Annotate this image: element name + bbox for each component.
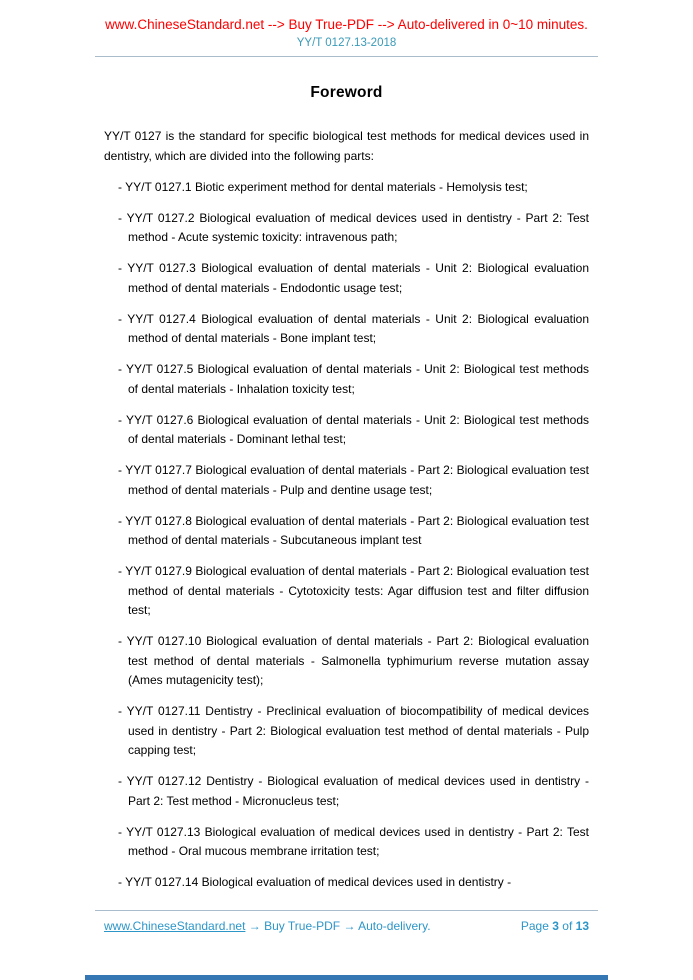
standard-part-item: - YY/T 0127.1 Biotic experiment method for dental materials - Hemolysis test; [118, 179, 528, 194]
standard-part-item: - YY/T 0127.4 Biological evaluation of dental materials - Unit 2: Biological evaluation method of dental materials - Bone implant test; [118, 311, 589, 345]
standard-part-item: - YY/T 0127.11 Dentistry - Preclinical evaluation of biocompatibility of medical devices used in dentistry - Part 2: Biological evaluation test method of dental materials - Pulp capping test; [118, 704, 589, 757]
footer-site-link[interactable]: www.ChineseStandard.net [104, 919, 246, 933]
footer-promo [104, 919, 431, 933]
standard-part-item: - YY/T 0127.3 Biological evaluation of dental materials - Unit 2: Biological evaluation method of dental materials - Endodontic usage test; [118, 261, 589, 295]
standard-part-item: - YY/T 0127.9 Biological evaluation of dental materials - Part 2: Biological evaluation test method of dental materials - Cytotoxicity tests: Agar diffusion test and filter diffusion test; [118, 564, 589, 617]
footer-divider [95, 910, 598, 911]
standard-part-item: - YY/T 0127.10 Biological evaluation of dental materials - Part 2: Biological evaluation test method of dental materials - Salmonella typhimurium reverse mutation assay (Ames mutagenicity test); [118, 634, 589, 687]
standard-part-item: - YY/T 0127.14 Biological evaluation of medical devices used in dentistry - [118, 875, 512, 889]
standard-part-item: - YY/T 0127.2 Biological evaluation of medical devices used in dentistry - Part 2: Test method - Acute systemic toxicity: intravenous path; [118, 210, 589, 244]
document-body [104, 127, 589, 893]
standard-parts-list [104, 178, 589, 893]
page-label: Page [520, 919, 549, 933]
page-footer [0, 910, 693, 933]
standard-part-item: - YY/T 0127.12 Dentistry - Biological evaluation of medical devices used in dentistry - Part 2: Test method - Micronucleus test; [118, 774, 589, 808]
intro-paragraph: YY/T 0127 is the standard for specific biological test methods for medical devices used in dentistry, which are divided into the following parts: [104, 129, 589, 163]
of-label: of [562, 919, 573, 933]
page-number: 3 [552, 919, 559, 933]
standard-part-item: - YY/T 0127.5 Biological evaluation of dental materials - Unit 2: Biological test methods of dental materials - Inhalation toxicity test; [118, 362, 589, 396]
total-pages: 13 [575, 919, 589, 933]
header-divider [95, 56, 598, 57]
page-indicator [521, 919, 589, 933]
standard-part-item: - YY/T 0127.6 Biological evaluation of dental materials - Unit 2: Biological test methods of dental materials - Dominant lethal test; [118, 412, 589, 446]
document-code: YY/T 0127.13-2018 [296, 37, 397, 49]
footer-promo-text: → Buy True-PDF → Auto-delivery. [245, 919, 431, 933]
standard-part-item: - YY/T 0127.7 Biological evaluation of dental materials - Part 2: Biological evaluation test method of dental materials - Pulp and dentine usage test; [118, 463, 589, 497]
next-page-edge-bar [85, 975, 608, 980]
standard-part-item: - YY/T 0127.8 Biological evaluation of dental materials - Part 2: Biological evaluation test method of dental materials - Subcutaneous implant test [118, 513, 589, 547]
standard-part-item: - YY/T 0127.13 Biological evaluation of medical devices used in dentistry - Part 2: Test method - Oral mucous membrane irritation test; [118, 824, 589, 858]
promo-banner: www.ChineseStandard.net --> Buy True-PDF --> Auto-delivered in 0~10 minutes. [105, 17, 588, 32]
page-title: Foreword [310, 84, 383, 101]
